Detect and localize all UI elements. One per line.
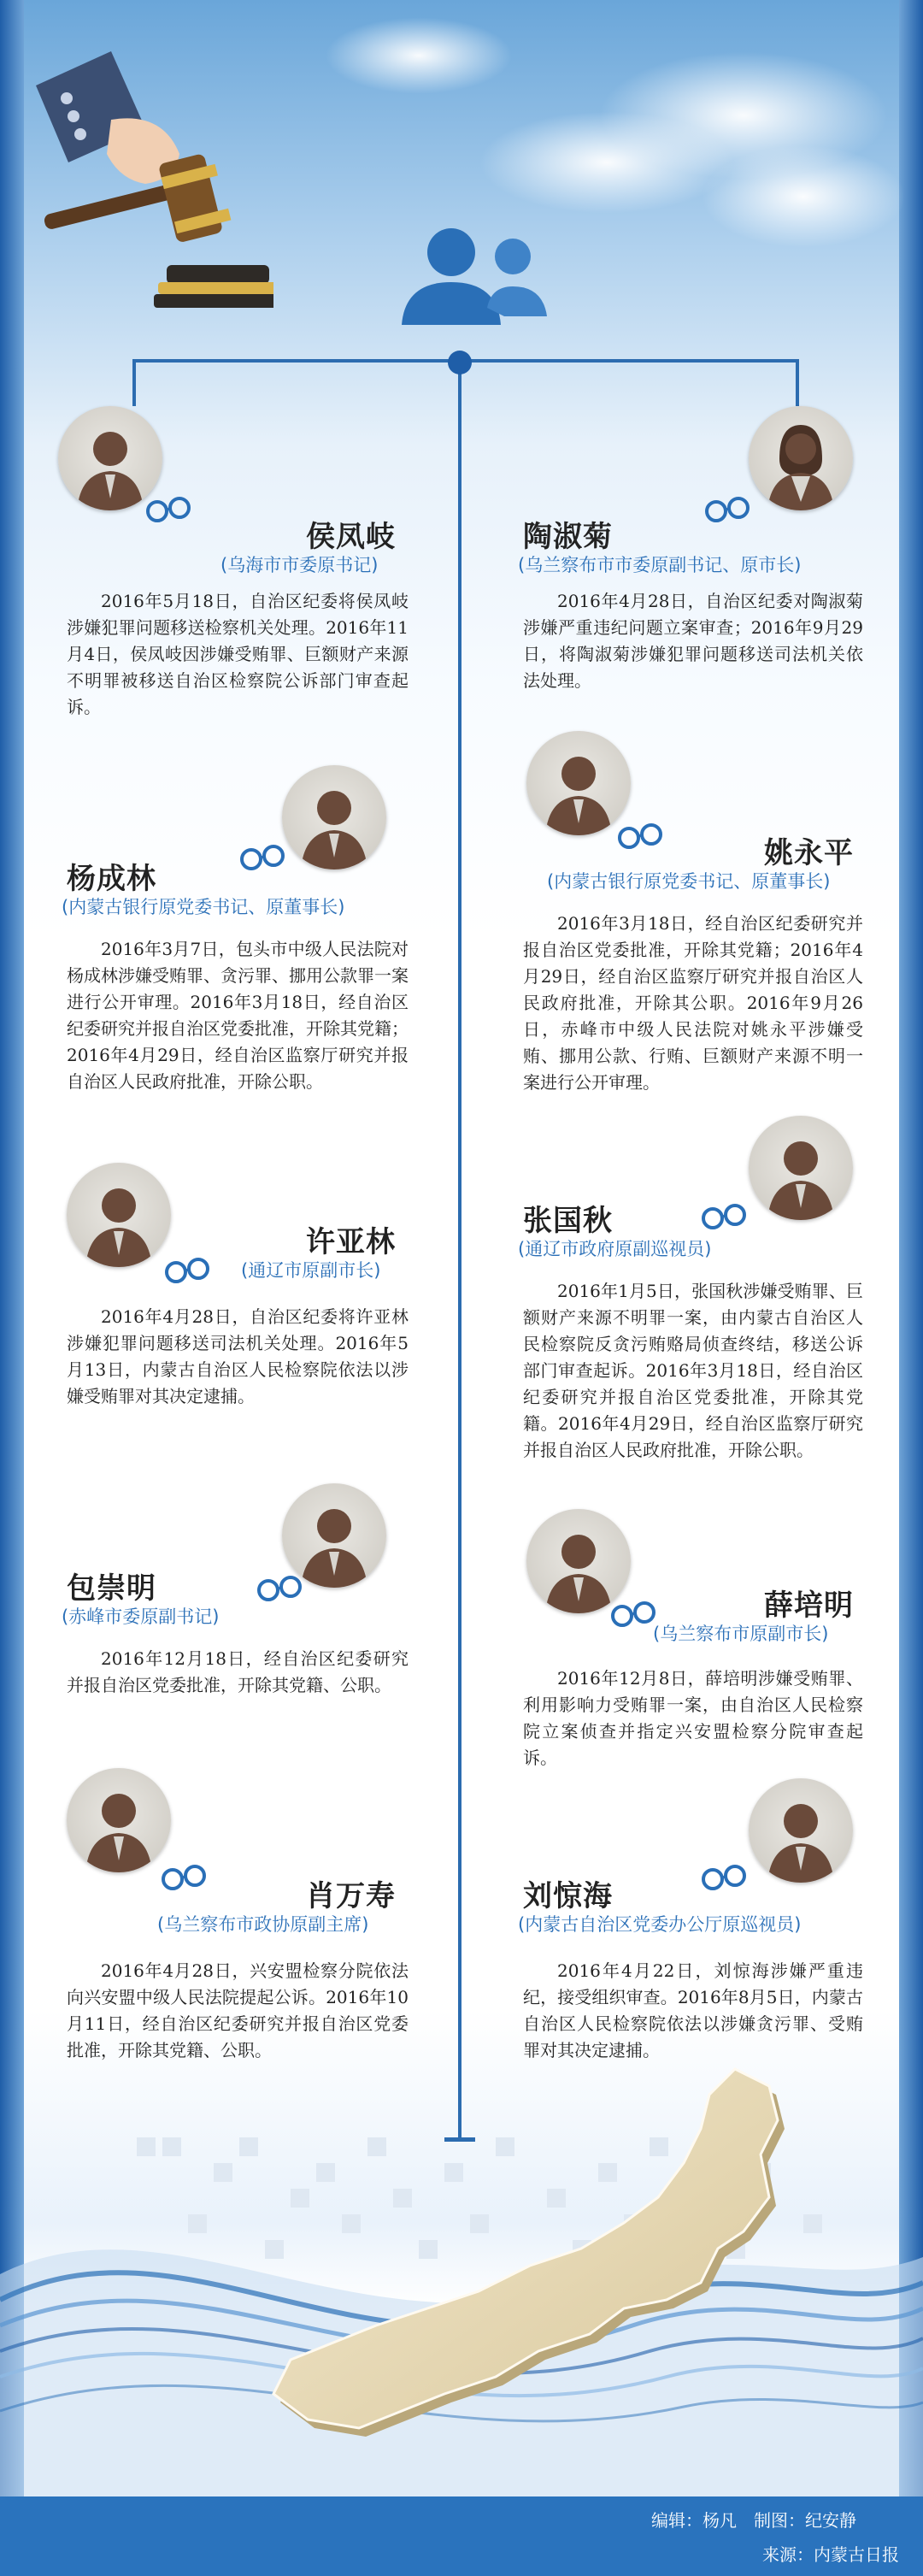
source-credit: 来源：内蒙古日报: [762, 2544, 899, 2565]
person-role: (乌兰察布市市委原副书记、原市长): [518, 555, 802, 575]
person-description: 2016年4月28日，自治区纪委对陶淑菊涉嫌严重违纪问题立案审查；2016年9月29日，将陶淑菊涉嫌犯罪问题移送司法机关依法处理。: [523, 591, 863, 691]
handcuffs-icon: [699, 1862, 750, 1893]
person-description: 2016年4月28日，兴安盟检察分院依法向兴安盟中级人民法院提起公诉。2016年10月11日，经自治区纪委研究并报自治区党委批准，开除其党籍、公职。: [67, 1960, 409, 2060]
person-name: 薛培明: [764, 1589, 854, 1623]
person-name: 张国秋: [523, 1204, 613, 1238]
person-role: (内蒙古银行原党委书记、原董事长): [547, 871, 831, 892]
person-name: 包崇明: [67, 1571, 156, 1606]
cloud: [325, 17, 513, 94]
person-role: (通辽市政府原副巡视员): [518, 1239, 712, 1259]
person-role: (乌海市市委原书记): [220, 555, 379, 575]
handcuffs-icon: [615, 821, 667, 852]
footer-bar: [0, 2496, 923, 2576]
timeline-branch-left: [132, 359, 136, 406]
timeline-vertical: [458, 359, 462, 2142]
handcuffs-icon: [159, 1862, 210, 1893]
person-role: (内蒙古自治区党委办公厅原巡视员): [518, 1914, 802, 1935]
person-description: 2016年12月18日，经自治区纪委研究并报自治区党委批准，开除其党籍、公职。: [67, 1648, 409, 1695]
avatar: [67, 1163, 171, 1267]
cloud: [701, 145, 906, 248]
person-role: (乌兰察布市政协原副主席): [157, 1914, 369, 1935]
handcuffs-icon: [699, 1201, 750, 1232]
person-name: 侯凤岐: [306, 520, 396, 554]
avatar: [282, 765, 386, 869]
avatar: [67, 1768, 171, 1872]
avatar: [749, 1778, 853, 1883]
avatar: [749, 1116, 853, 1220]
person-name: 姚永平: [764, 836, 854, 870]
person-description: 2016年3月7日，包头市中级人民法院对杨成林涉嫌受贿罪、贪污罪、挪用公款罪一案进行公开审理。2016年3月18日，经自治区纪委研究并报自治区党委批准，开除其党籍；2016年4月29日，经自治区监察厅研究并报自治区人民政府批准，开除公职。: [67, 939, 409, 1092]
handcuffs-icon: [608, 1599, 660, 1630]
left-frame: [0, 0, 24, 2496]
gavel-icon: [17, 34, 273, 316]
handcuffs-icon: [238, 842, 289, 873]
handcuffs-icon: [162, 1255, 214, 1286]
avatar: [526, 731, 631, 835]
users-icon: [393, 218, 564, 329]
handcuffs-icon: [255, 1573, 306, 1604]
person-name: 许亚林: [306, 1225, 396, 1259]
handcuffs-icon: [703, 494, 754, 525]
avatar: [749, 406, 853, 510]
timeline-node: [448, 351, 472, 374]
inner-mongolia-map: [256, 2052, 906, 2496]
person-description: 2016年1月5日，张国秋涉嫌受贿罪、巨额财产来源不明罪一案，由内蒙古自治区人民检察院反贪污贿赂局侦查终结，移送公诉部门审查起诉。2016年3月18日，经自治区纪委研究并报自治区党委批准，开除其党籍。2016年4月29日，经自治区监察厅研究并报自治区人民政府批准，开除公职。: [523, 1281, 863, 1460]
person-description: 2016年5月18日，自治区纪委将侯凤岐涉嫌犯罪问题移送检察机关处理。2016年11月4日，侯凤岐因涉嫌受贿罪、巨额财产来源不明罪被移送自治区检察院公诉部门审查起诉。: [67, 591, 409, 717]
person-description: 2016年3月18日，经自治区纪委研究并报自治区党委批准，开除其党籍；2016年4月29日，经自治区监察厅研究并报自治区人民政府批准，开除其公职。2016年9月26日，赤峰市中级人民法院对姚永平涉嫌受贿、挪用公款、行贿、巨额财产来源不明一案进行公开审理。: [523, 913, 863, 1093]
person-name: 杨成林: [67, 862, 156, 896]
person-role: (赤峰市委原副书记): [62, 1606, 220, 1627]
avatar: [526, 1509, 631, 1613]
person-name: 刘惊海: [523, 1879, 613, 1913]
editor-credit: 编辑：杨凡 制图：纪安静: [651, 2510, 856, 2531]
person-description: 2016年4月22日，刘惊海涉嫌严重违纪，接受组织审查。2016年8月5日，内蒙古自治区人民检察院依法以涉嫌贪污罪、受贿罪对其决定逮捕。: [523, 1960, 863, 2060]
person-name: 肖万寿: [306, 1879, 396, 1913]
cloud: [479, 111, 735, 214]
timeline-branch-right: [796, 359, 799, 406]
person-name: 陶淑菊: [523, 520, 613, 554]
person-description: 2016年4月28日，自治区纪委将许亚林涉嫌犯罪问题移送司法机关处理。2016年5月13日，内蒙古自治区人民检察院依法以涉嫌受贿罪对其决定逮捕。: [67, 1306, 409, 1406]
person-description: 2016年12月8日，薛培明涉嫌受贿罪、利用影响力受贿罪一案，由自治区人民检察院立案侦查并指定兴安盟检察分院审查起诉。: [523, 1668, 863, 1768]
person-role: (内蒙古银行原党委书记、原董事长): [62, 897, 345, 917]
person-role: (乌兰察布市原副市长): [653, 1624, 829, 1644]
avatar: [282, 1483, 386, 1588]
person-role: (通辽市原副市长): [241, 1260, 381, 1281]
handcuffs-icon: [144, 494, 195, 525]
